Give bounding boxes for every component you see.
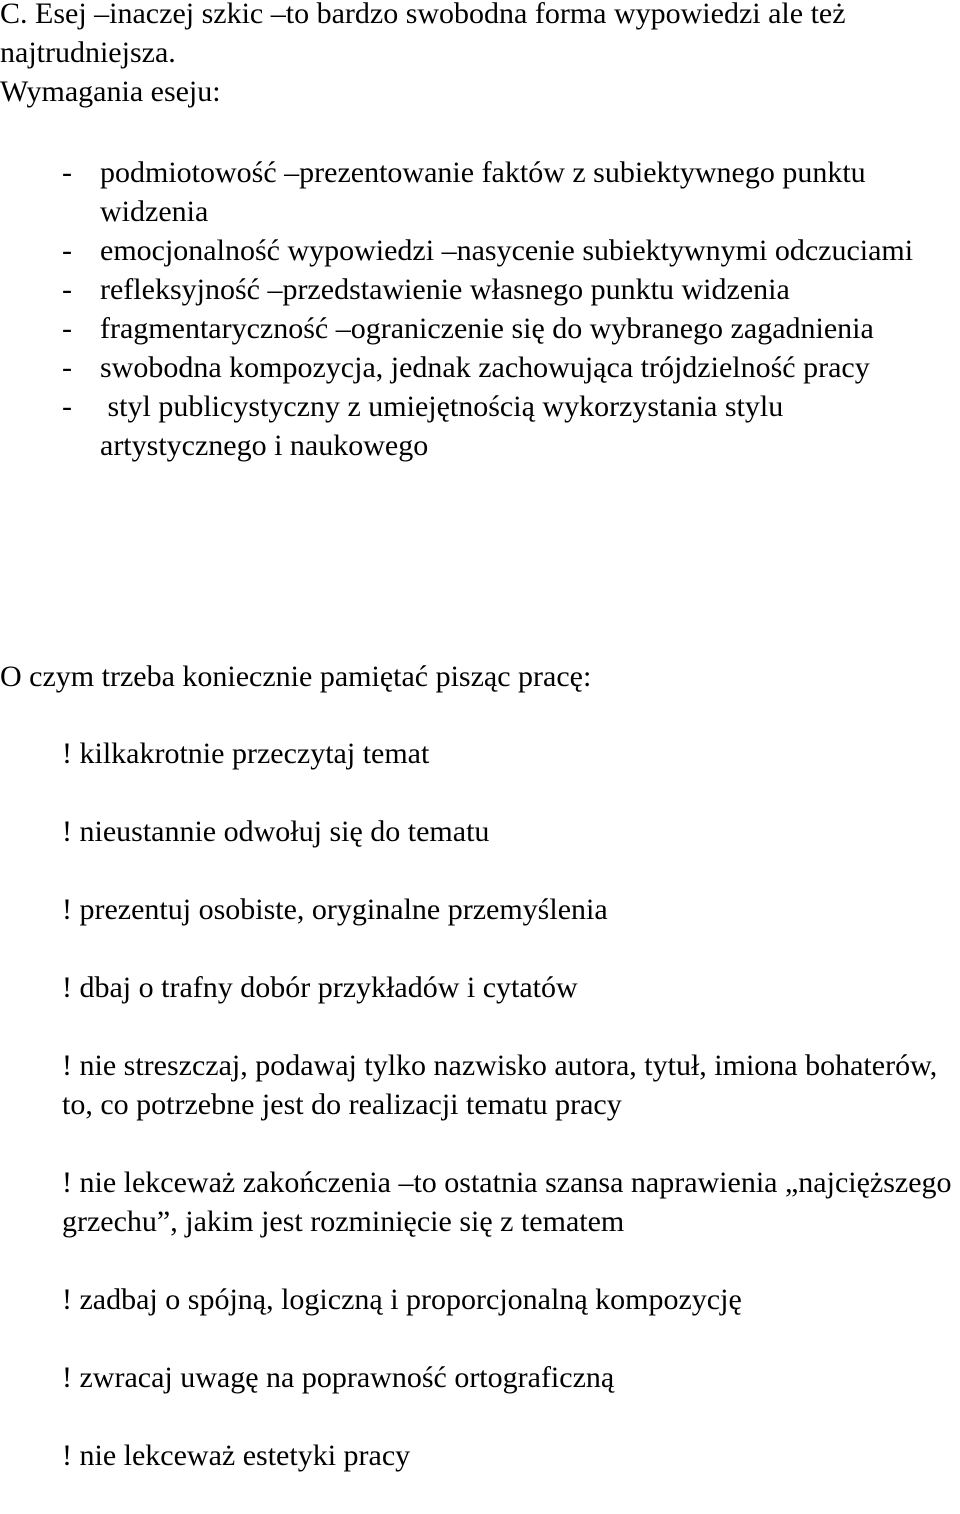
- list-dash: -: [62, 156, 72, 189]
- list-item: [62, 153, 952, 231]
- list-dash: -: [62, 234, 72, 267]
- list-dash: -: [62, 351, 72, 384]
- list-item-text: podmiotowość –prezentowanie faktów z subiektywnego punktu widzenia: [100, 156, 866, 228]
- tip-item: ! nie lekceważ zakończenia –to ostatnia szansa naprawienia „najcięższego grzechu”, jakim jest rozminięcie się z tematem: [62, 1166, 952, 1238]
- list-item-text: styl publicystyczny z umiejętnością wykorzystania stylu artystycznego i naukowego: [100, 390, 791, 462]
- list-dash: -: [62, 273, 72, 306]
- requirements-heading: Wymagania eseju:: [0, 75, 221, 108]
- tip-item: ! zwracaj uwagę na poprawność ortograficzną: [62, 1361, 615, 1394]
- intro-block: [0, 0, 955, 111]
- list-item-text: refleksyjność –przedstawienie własnego punktu widzenia: [100, 273, 790, 306]
- requirements-list: [62, 153, 952, 465]
- tips-heading: O czym trzeba koniecznie pamiętać pisząc pracę:: [0, 660, 592, 693]
- tip-item: ! nieustannie odwołuj się do tematu: [62, 815, 490, 848]
- list-item: [62, 348, 952, 387]
- tip-item: ! kilkakrotnie przeczytaj temat: [62, 737, 430, 770]
- list-item: [62, 270, 952, 309]
- list-dash: -: [62, 312, 72, 345]
- tip-item: ! nie streszczaj, podawaj tylko nazwisko autora, tytuł, imiona bohaterów, to, co potrzebne jest do realizacji tematu pracy: [62, 1049, 938, 1121]
- list-item-text: fragmentaryczność –ograniczenie się do wybranego zagadnienia: [100, 312, 874, 345]
- tips-list: [62, 734, 952, 1514]
- list-item-text: emocjonalność wypowiedzi –nasycenie subiektywnymi odczuciami: [100, 234, 914, 267]
- intro-paragraph: C. Esej –inaczej szkic –to bardzo swobodna forma wypowiedzi ale też najtrudniejsza.: [0, 0, 846, 69]
- list-item: [62, 387, 952, 465]
- tip-item: ! zadbaj o spójną, logiczną i proporcjonalną kompozycję: [62, 1283, 742, 1316]
- tip-item: ! dbaj o trafny dobór przykładów i cytatów: [62, 971, 578, 1004]
- tip-item: ! prezentuj osobiste, oryginalne przemyślenia: [62, 893, 608, 926]
- list-item: [62, 231, 952, 270]
- list-dash: -: [62, 390, 72, 423]
- tip-item: ! nie lekceważ estetyki pracy: [62, 1439, 411, 1472]
- list-item-text: swobodna kompozycja, jednak zachowująca trójdzielność pracy: [100, 351, 870, 384]
- list-item: [62, 309, 952, 348]
